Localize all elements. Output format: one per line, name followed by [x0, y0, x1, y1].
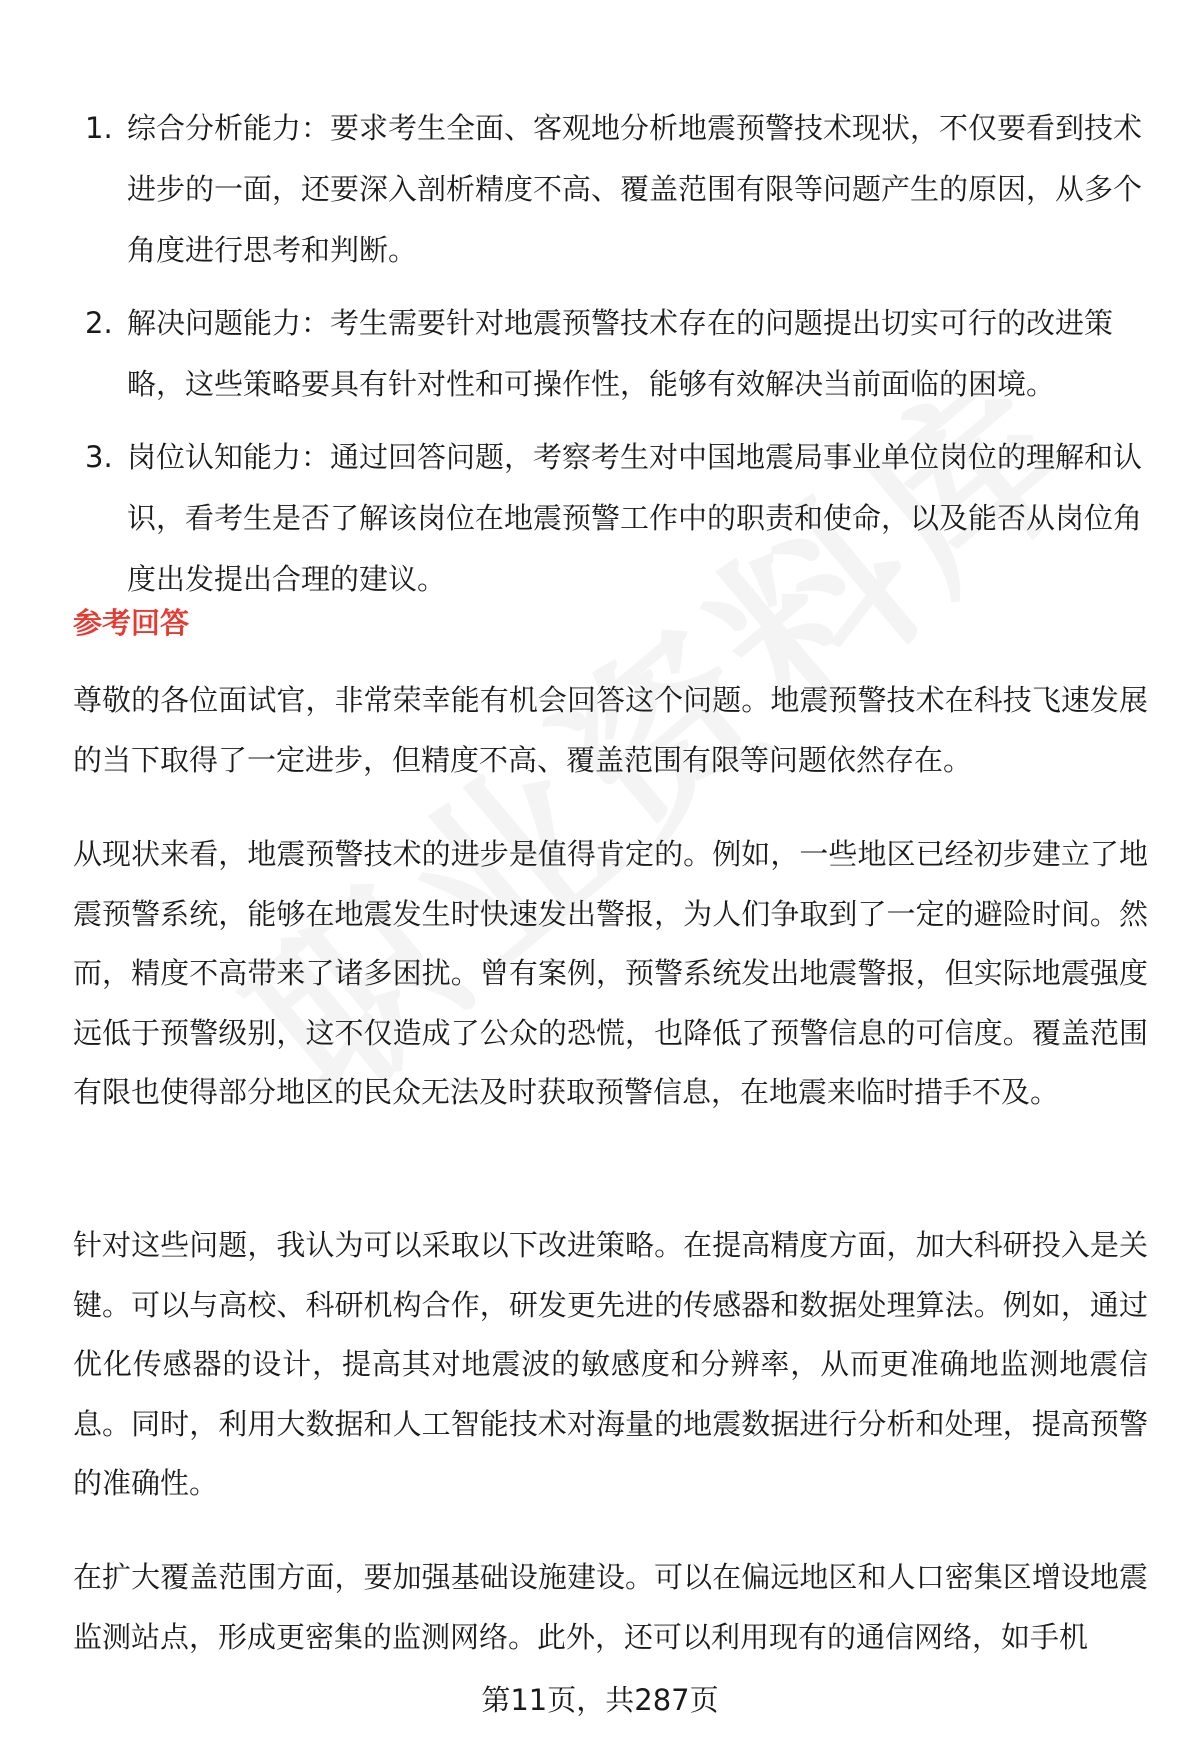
list-item-text: 岗位认知能力：通过回答问题，考察考生对中国地震局事业单位岗位的理解和认识，看考生是否了解该岗位在地震预警工作中的职责和使命，以及能否从岗位角度出发提出合理的建议。 — [127, 440, 1143, 596]
list-item-number: 1. — [85, 111, 113, 145]
list-item-text: 综合分析能力：要求考生全面、客观地分析地震预警技术现状，不仅要看到技术进步的一面，还要深入剖析精度不高、覆盖范围有限等问题产生的原因，从多个角度进行思考和判断。 — [127, 111, 1143, 267]
list-item-number: 3. — [85, 440, 113, 474]
answer-paragraph: 尊敬的各位面试官，非常荣幸能有机会回答这个问题。地震预警技术在科技飞速发展的当下取得了一定进步，但精度不高、覆盖范围有限等问题依然存在。 — [73, 683, 1148, 777]
list-item — [75, 293, 1150, 415]
criteria-list — [75, 98, 1150, 622]
list-item — [75, 427, 1150, 610]
list-item — [75, 98, 1150, 281]
list-item-number: 2. — [85, 306, 113, 340]
answer-paragraph: 针对这些问题，我认为可以采取以下改进策略。在提高精度方面，加大科研投入是关键。可以与高校、科研机构合作，研发更先进的传感器和数据处理算法。例如，通过优化传感器的设计，提高其对地震波的敏感度和分辨率，从而更准确地监测地震信息。同时，利用大数据和人工智能技术对海量的地震数据进行分析和处理，提高预警的准确性。 — [73, 1228, 1148, 1500]
answer-paragraph: 从现状来看，地震预警技术的进步是值得肯定的。例如，一些地区已经初步建立了地震预警系统，能够在地震发生时快速发出警报，为人们争取到了一定的避险时间。然而，精度不高带来了诸多困扰。曾有案例，预警系统发出地震警报，但实际地震强度远低于预警级别，这不仅造成了公众的恐慌，也降低了预警信息的可信度。覆盖范围有限也使得部分地区的民众无法及时获取预警信息，在地震来临时措手不及。 — [73, 837, 1148, 1109]
page-number: 第11页，共287页 — [481, 1683, 719, 1717]
answer-paragraph: 在扩大覆盖范围方面，要加强基础设施建设。可以在偏远地区和人口密集区增设地震监测站点，形成更密集的监测网络。此外，还可以利用现有的通信网络，如手机 — [73, 1560, 1148, 1654]
section-heading: 参考回答 — [73, 606, 190, 640]
list-item-text: 解决问题能力：考生需要针对地震预警技术存在的问题提出切实可行的改进策略，这些策略要具有针对性和可操作性，能够有效解决当前面临的困境。 — [127, 306, 1114, 401]
